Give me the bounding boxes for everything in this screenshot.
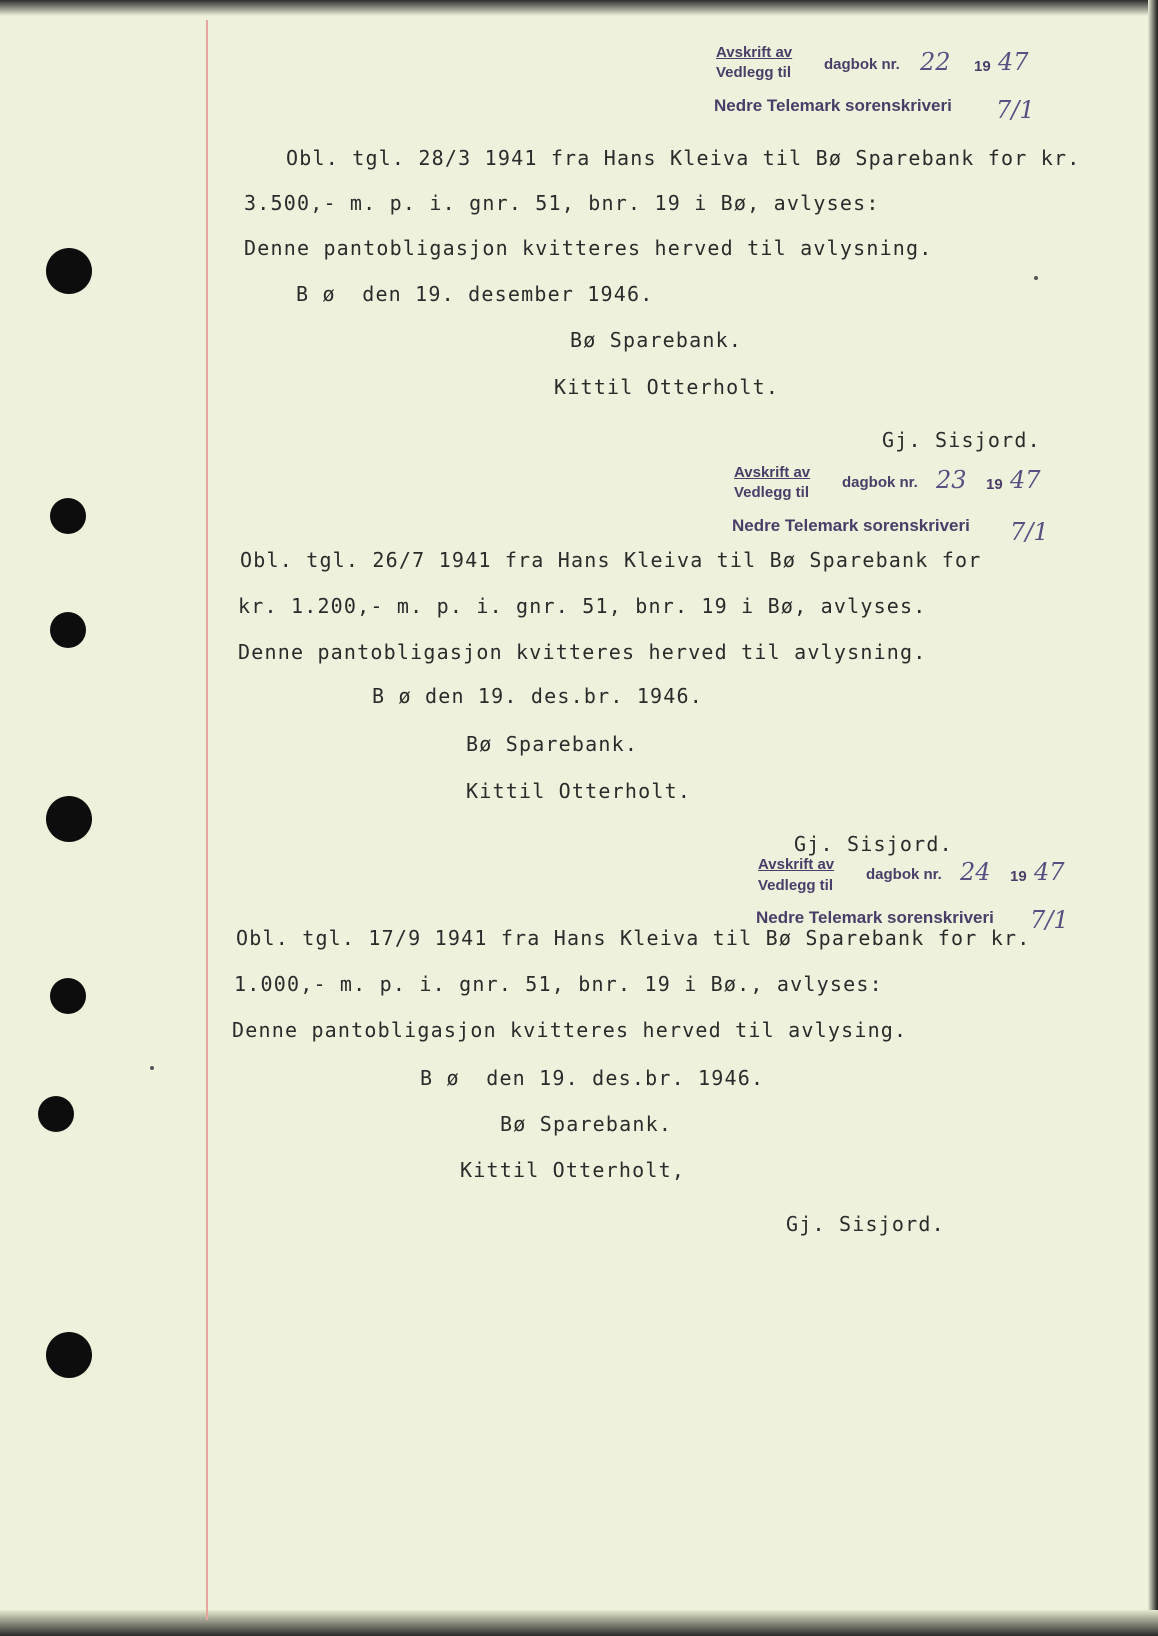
handwritten-dagbok-number: 24 (960, 858, 991, 886)
punch-hole (50, 612, 86, 648)
stamp-office: Nedre Telemark sorenskriveri (756, 908, 994, 927)
scan-edge-top (0, 0, 1158, 16)
bank-name: Bø Sparebank. (570, 328, 743, 352)
stamp-dagbok-label: dagbok nr. (824, 56, 900, 73)
body-line-3: Denne pantobligasjon kvitteres herved til avlysning. (244, 236, 933, 260)
handwritten-date: 7/1 (1030, 906, 1069, 934)
punch-hole (46, 796, 92, 842)
punch-hole (46, 1332, 92, 1378)
handwritten-dagbok-number: 22 (920, 48, 951, 76)
witness-name: Gj. Sisjord. (786, 1212, 945, 1236)
body-line-2: 3.500,- m. p. i. gnr. 51, bnr. 19 i Bø, avlyses: (244, 191, 880, 215)
stamp-office: Nedre Telemark sorenskriveri (714, 96, 952, 115)
signer-name: Kittil Otterholt. (466, 779, 692, 803)
body-line-1: Obl. tgl. 17/9 1941 fra Hans Kleiva til Bø Sparebank for kr. (236, 926, 1031, 950)
scan-edge-right (1148, 0, 1158, 1636)
body-line-3: Denne pantobligasjon kvitteres herved til avlysning. (238, 640, 927, 664)
handwritten-date: 7/1 (1010, 518, 1049, 546)
stamp-year-prefix: 19 (1010, 868, 1027, 885)
handwritten-year-suffix: 47 (1034, 858, 1065, 886)
stamp-dagbok-label: dagbok nr. (842, 474, 918, 491)
bank-name: Bø Sparebank. (500, 1112, 673, 1136)
speck (1034, 276, 1038, 280)
body-line-2: 1.000,- m. p. i. gnr. 51, bnr. 19 i Bø., avlyses: (234, 972, 883, 996)
stamp-year-prefix: 19 (986, 476, 1003, 493)
body-line-3: Denne pantobligasjon kvitteres herved til avlysing. (232, 1018, 908, 1042)
body-line-1: Obl. tgl. 26/7 1941 fra Hans Kleiva til Bø Sparebank for (240, 548, 982, 572)
punch-hole (38, 1096, 74, 1132)
witness-name: Gj. Sisjord. (882, 428, 1041, 452)
punch-hole (46, 248, 92, 294)
stamp-vedlegg-label: Vedlegg til (734, 484, 810, 501)
punch-hole (50, 498, 86, 534)
place-date: B ø den 19. des.br. 1946. (372, 684, 704, 708)
place-date: B ø den 19. desember 1946. (296, 282, 654, 306)
punch-hole (50, 978, 86, 1014)
handwritten-dagbok-number: 23 (936, 466, 967, 494)
handwritten-year-suffix: 47 (998, 48, 1029, 76)
scan-edge-bottom (0, 1610, 1158, 1636)
stamp-office: Nedre Telemark sorenskriveri (732, 516, 970, 535)
stamp-vedlegg-label: Vedlegg til (716, 64, 792, 81)
signer-name: Kittil Otterholt, (460, 1158, 686, 1182)
stamp-avskrift-label: Avskrift av (716, 44, 793, 61)
body-line-2: kr. 1.200,- m. p. i. gnr. 51, bnr. 19 i Bø, avlyses. (238, 594, 927, 618)
margin-rule (206, 20, 208, 1620)
stamp-avskrift-label: Avskrift av (734, 464, 811, 481)
body-line-1: Obl. tgl. 28/3 1941 fra Hans Kleiva til Bø Sparebank for kr. (286, 146, 1081, 170)
handwritten-year-suffix: 47 (1010, 466, 1041, 494)
stamp-vedlegg-label: Vedlegg til (758, 877, 834, 894)
stamp-year-prefix: 19 (974, 58, 991, 75)
place-date: B ø den 19. des.br. 1946. (420, 1066, 765, 1090)
handwritten-date: 7/1 (996, 96, 1035, 124)
bank-name: Bø Sparebank. (466, 732, 639, 756)
signer-name: Kittil Otterholt. (554, 375, 780, 399)
speck (150, 1066, 154, 1070)
witness-name: Gj. Sisjord. (794, 832, 953, 856)
stamp-avskrift-label: Avskrift av (758, 856, 835, 873)
stamp-dagbok-label: dagbok nr. (866, 866, 942, 883)
